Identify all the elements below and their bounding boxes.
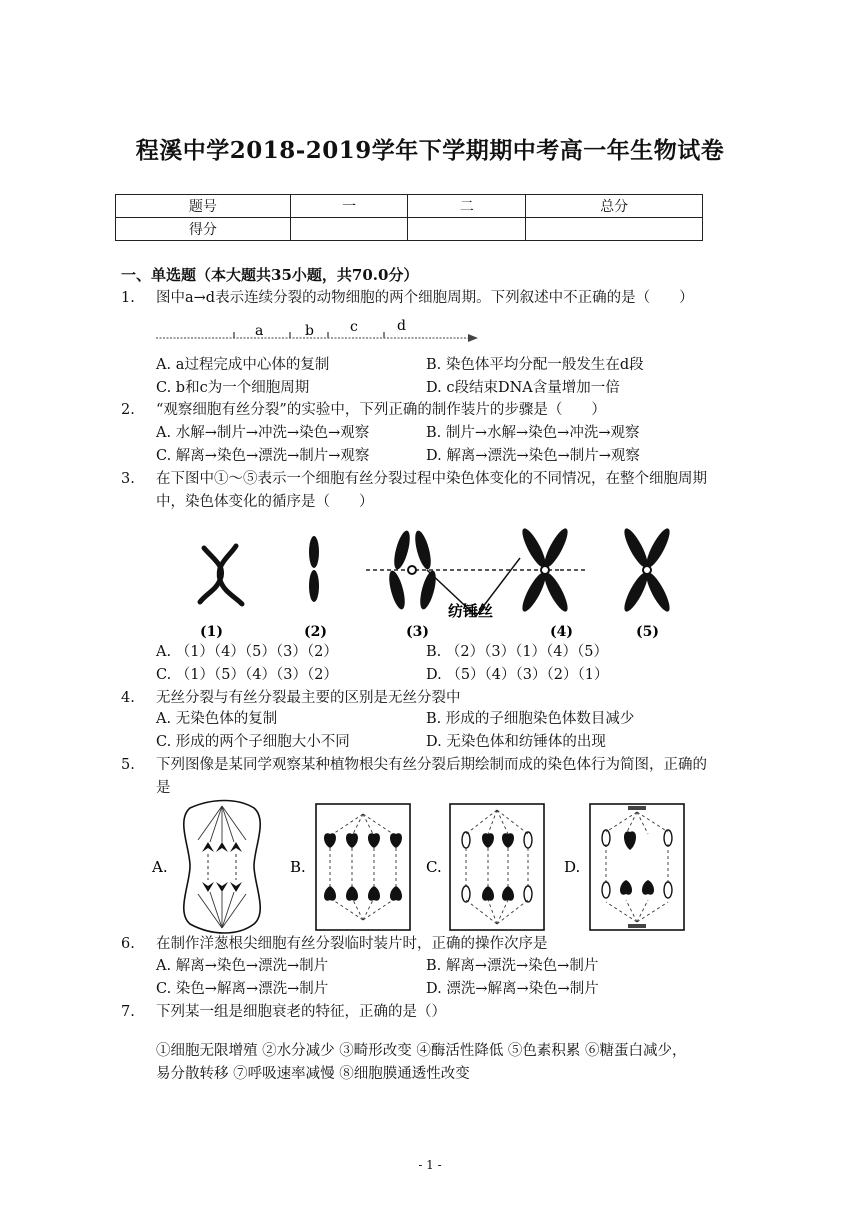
table-cell[interactable] bbox=[408, 218, 526, 241]
segment-label: b bbox=[305, 323, 314, 339]
question-text: 下列某一组是细胞衰老的特征，正确的是（） bbox=[156, 1004, 446, 1020]
option-c[interactable]: C. （1）（5）（4）（3）（2） bbox=[156, 667, 338, 683]
question-text: 下列图像是某同学观察某种植物根尖有丝分裂后期绘制而成的染色体行为简图，正确的 bbox=[156, 757, 707, 773]
segment-label: c bbox=[350, 319, 358, 335]
figure-label: (5) bbox=[636, 624, 659, 640]
figure-option-label: B. bbox=[290, 858, 306, 876]
option-c[interactable]: C. b和c为一个细胞周期 bbox=[156, 380, 310, 396]
option-b[interactable]: B. （2）（3）（1）（4）（5） bbox=[426, 644, 608, 660]
option-a[interactable]: A. a过程完成中心体的复制 bbox=[156, 357, 330, 373]
question-text: 是 bbox=[156, 780, 171, 796]
figure-label: (2) bbox=[304, 624, 327, 640]
option-a[interactable]: A. 解离→染色→漂洗→制片 bbox=[156, 958, 329, 974]
table-cell[interactable] bbox=[290, 218, 408, 241]
table-row bbox=[116, 218, 703, 241]
cell-cycle-line-figure bbox=[152, 314, 482, 346]
figure-caption: 纺锤丝 bbox=[448, 602, 494, 620]
option-d[interactable]: D. 无染色体和纺锤体的出现 bbox=[426, 734, 606, 750]
question-text: 图中a→d表示连续分裂的动物细胞的两个细胞周期。下列叙述中不正确的是（ ） bbox=[156, 290, 694, 306]
anaphase-options-figure bbox=[150, 798, 695, 938]
segment-label: d bbox=[397, 318, 406, 334]
question-detail: 易分散转移 ⑦呼吸速率减慢 ⑧细胞膜通透性改变 bbox=[156, 1066, 470, 1082]
option-d[interactable]: D. 解离→漂洗→染色→制片→观察 bbox=[426, 448, 640, 464]
question-text: 无丝分裂与有丝分裂最主要的区别是无丝分裂中 bbox=[156, 690, 461, 706]
score-table bbox=[115, 194, 703, 241]
figure-label: (4) bbox=[550, 624, 573, 640]
segment-label: a bbox=[255, 323, 264, 339]
figure-option-label: D. bbox=[564, 858, 581, 876]
option-b[interactable]: B. 染色体平均分配一般发生在d段 bbox=[426, 357, 644, 373]
section-heading: 一、单选题（本大题共35小题，共70.0分） bbox=[121, 266, 419, 284]
question-number: 5. bbox=[121, 757, 135, 773]
question-text: “观察细胞有丝分裂”的实验中，下列正确的制作装片的步骤是（ ） bbox=[156, 402, 606, 418]
table-cell: 题号 bbox=[116, 195, 291, 218]
option-c[interactable]: C. 染色→解离→漂洗→制片 bbox=[156, 981, 329, 997]
option-d[interactable]: D. （5）（4）（3）（2）（1） bbox=[426, 667, 609, 683]
table-cell: 得分 bbox=[116, 218, 291, 241]
option-c[interactable]: C. 解离→染色→漂洗→制片→观察 bbox=[156, 448, 370, 464]
question-text: 在制作洋葱根尖细胞有丝分裂临时装片时，正确的操作次序是 bbox=[156, 936, 548, 952]
figure-option-label: A. bbox=[152, 858, 168, 876]
question-detail: ①细胞无限增殖 ②水分减少 ③畸形改变 ④酶活性降低 ⑤色素积累 ⑥糖蛋白减少， bbox=[156, 1043, 687, 1059]
question-text: 在下图中①～⑤表示一个细胞有丝分裂过程中染色体变化的不同情况，在整个细胞周期 bbox=[156, 471, 707, 487]
table-cell[interactable] bbox=[526, 218, 703, 241]
table-row bbox=[116, 195, 703, 218]
option-a[interactable]: A. 水解→制片→冲洗→染色→观察 bbox=[156, 425, 370, 441]
chromosome-stages-figure bbox=[190, 528, 690, 640]
question-number: 7. bbox=[121, 1004, 135, 1020]
figure-option-label: C. bbox=[426, 858, 442, 876]
page-title: 程溪中学2018-2019学年下学期期中考高一年生物试卷 bbox=[135, 137, 725, 164]
question-number: 6. bbox=[121, 936, 135, 952]
option-a[interactable]: A. （1）（4）（5）（3）（2） bbox=[156, 644, 338, 660]
option-d[interactable]: D. c段结束DNA含量增加一倍 bbox=[426, 380, 620, 396]
option-b[interactable]: B. 解离→漂洗→染色→制片 bbox=[426, 958, 599, 974]
question-number: 2. bbox=[121, 402, 135, 418]
figure-label: (3) bbox=[406, 624, 429, 640]
option-d[interactable]: D. 漂洗→解离→染色→制片 bbox=[426, 981, 599, 997]
option-b[interactable]: B. 制片→水解→染色→冲洗→观察 bbox=[426, 425, 640, 441]
figure-label: (1) bbox=[200, 624, 223, 640]
option-b[interactable]: B. 形成的子细胞染色体数目减少 bbox=[426, 711, 635, 727]
table-cell: 二 bbox=[408, 195, 526, 218]
page-number: - 1 - bbox=[418, 1158, 442, 1172]
question-number: 4. bbox=[121, 690, 135, 706]
table-cell: 一 bbox=[290, 195, 408, 218]
option-c[interactable]: C. 形成的两个子细胞大小不同 bbox=[156, 734, 350, 750]
option-a[interactable]: A. 无染色体的复制 bbox=[156, 711, 278, 727]
question-number: 3. bbox=[121, 471, 135, 487]
question-text: 中，染色体变化的循序是（ ） bbox=[156, 494, 374, 510]
question-number: 1. bbox=[121, 290, 135, 306]
table-cell: 总分 bbox=[526, 195, 703, 218]
